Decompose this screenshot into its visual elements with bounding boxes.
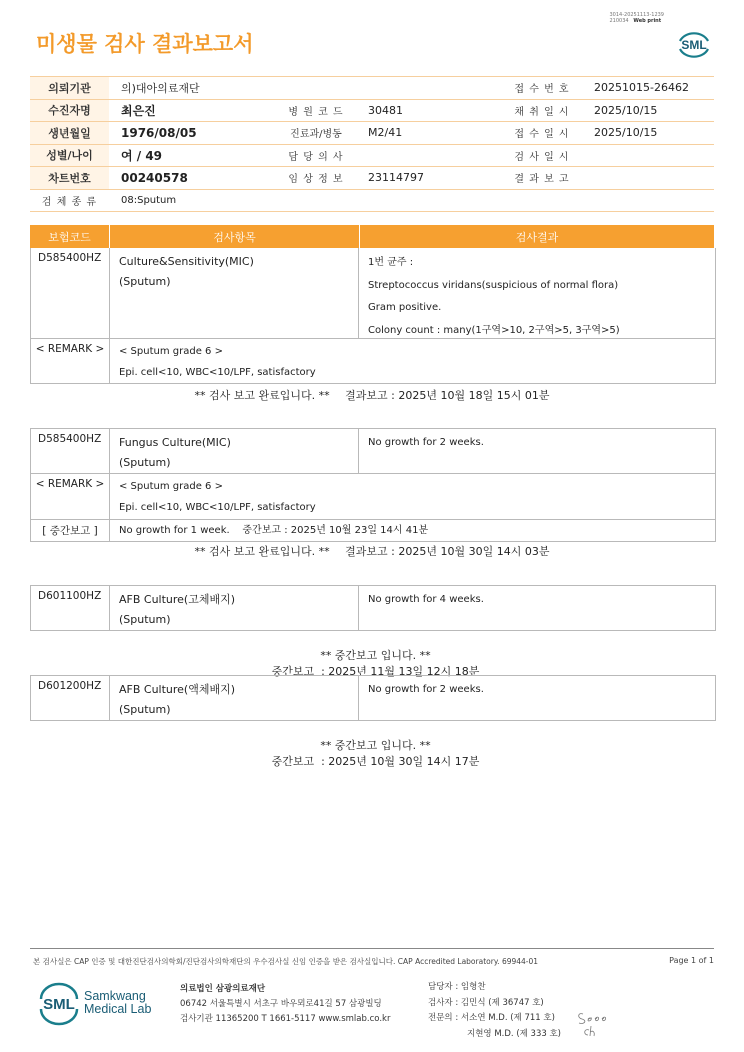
result-line: Colony count : many(1구역>10, 2구역>5, 3구역>5): [368, 324, 620, 336]
header-item: 검사항목: [110, 225, 360, 248]
info-row: [30, 99, 714, 122]
remark-line: < Sputum grade 6 >: [119, 346, 223, 357]
info-label: 성별/나이: [30, 144, 109, 167]
info-value: 2025/10/15: [582, 122, 714, 145]
print-stamp: [609, 12, 664, 24]
info-value: [356, 144, 502, 167]
remark-text: [110, 474, 715, 519]
test-item-specimen: (Sputum): [119, 613, 171, 626]
staff-specialist: 전문의 : 서소연 M.D. (제 711 호): [428, 1013, 555, 1023]
address: 06742 서울특별시 서초구 바우뫼로41길 57 삼광빌딩: [180, 999, 382, 1009]
report-time: 결과보고 : 2025년 10월 30일 14시 03분: [345, 545, 550, 558]
footer-divider: [30, 948, 714, 949]
remark-row: [31, 338, 715, 383]
report-time: 중간보고 : 2025년 11월 13일 12시 18분: [271, 665, 480, 678]
sml-logo-icon: [38, 982, 80, 1026]
logo-name-line2: Medical Lab: [84, 1002, 152, 1016]
remark-label: < REMARK >: [31, 339, 110, 383]
remark-line: < Sputum grade 6 >: [119, 481, 223, 492]
interim-label: [ 중간보고 ]: [31, 520, 110, 541]
info-label: 접 수 번 호: [502, 77, 582, 100]
test-item: [110, 429, 359, 473]
info-label: 진료과/병동: [276, 122, 356, 145]
status-text: ** 중간보고 입니다. **: [320, 649, 431, 662]
insurance-code: D585400HZ: [31, 248, 110, 338]
header-result: 검사결과: [515, 230, 559, 244]
result-row: [31, 586, 715, 630]
test-item-name: AFB Culture(고체배지): [119, 593, 236, 606]
status-text: ** 중간보고 입니다. **: [320, 739, 431, 752]
result-block: [30, 428, 716, 542]
info-value: 20251015-26462: [582, 77, 714, 100]
info-value: 00240578: [109, 167, 276, 190]
info-row: [30, 144, 714, 167]
footer-address: [180, 982, 390, 1027]
test-item: [110, 676, 359, 720]
info-value: [582, 167, 714, 190]
result-block: [30, 248, 716, 384]
info-label: 검 체 종 류: [30, 189, 109, 212]
info-value: 30481: [356, 99, 502, 122]
result-row: [31, 676, 715, 720]
remark-row: [31, 473, 715, 519]
info-value: 2025/10/15: [582, 99, 714, 122]
report-status: [0, 724, 744, 769]
report-status: [0, 387, 744, 403]
report-status: [0, 543, 744, 559]
report-time: 결과보고 : 2025년 10월 18일 15시 01분: [345, 389, 550, 402]
info-value: M2/41: [356, 122, 502, 145]
info-row: [30, 122, 714, 145]
result-line: 1번 균주 :: [368, 257, 414, 268]
result-row: [31, 248, 715, 338]
logo-name-line1: Samkwang: [84, 989, 146, 1003]
result-row: [31, 429, 715, 473]
insurance-code: D601200HZ: [31, 676, 110, 720]
svg-text:SML: SML: [43, 996, 75, 1013]
test-item-specimen: (Sputum): [119, 275, 171, 288]
info-label: 결 과 보 고: [502, 167, 582, 190]
info-label: 채 취 일 시: [502, 99, 582, 122]
result-line: Streptococcus viridans(suspicious of normal flora): [368, 279, 619, 291]
status-text: ** 검사 보고 완료입니다. **: [194, 545, 330, 558]
page-number: Page 1 of 1: [669, 956, 714, 965]
result-line: No growth for 2 weeks.: [368, 437, 484, 448]
info-value: 1976/08/05: [109, 122, 276, 145]
info-value: 여 / 49: [109, 144, 276, 167]
test-result: [359, 429, 715, 473]
signature-icon: [575, 1008, 615, 1040]
info-label: 생년월일: [30, 122, 109, 145]
org-name: 의료법인 삼광의료재단: [180, 984, 266, 994]
result-line: Gram positive.: [368, 302, 442, 313]
patient-info-table: [30, 76, 714, 212]
result-line: No growth for 2 weeks.: [368, 684, 484, 695]
report-title: 미생물 검사 결과보고서: [36, 32, 254, 56]
test-result: [359, 586, 715, 630]
print-stamp-id: 3014-20251113-1239: [609, 12, 664, 18]
test-item-name: Culture&Sensitivity(MIC): [119, 255, 254, 268]
info-label: 임 상 정 보: [276, 167, 356, 190]
staff-specialist: 지현영 M.D. (제 333 호): [467, 1028, 562, 1039]
info-label: 접 수 일 시: [502, 122, 582, 145]
insurance-code: D601100HZ: [31, 586, 110, 630]
info-label: 차트번호: [30, 167, 109, 190]
test-result: [359, 248, 715, 338]
footer-staff: [428, 980, 561, 1042]
info-label: 검 사 일 시: [502, 144, 582, 167]
result-block: [30, 585, 716, 631]
test-item: [110, 248, 359, 338]
info-row: [30, 189, 714, 212]
certification-note: 본 검사실은 CAP 인증 및 대한진단검사의학회/진단검사의학재단의 우수검사실 신임 인증을 받은 검사실입니다. CAP Accredited Laboratory. 69944-01: [33, 957, 539, 966]
test-item-specimen: (Sputum): [119, 703, 171, 716]
result-line: No growth for 4 weeks.: [368, 594, 484, 605]
logo-name: [84, 990, 151, 1016]
test-item-name: Fungus Culture(MIC): [119, 436, 231, 449]
remark-line: Epi. cell<10, WBC<10/LPF, satisfactory: [119, 502, 316, 513]
test-result: [359, 676, 715, 720]
info-value: 23114797: [356, 167, 502, 190]
interim-text: No growth for 1 week. 중간보고 : 2025년 10월 23일 14시 41분: [119, 525, 429, 536]
svg-text:SML: SML: [681, 38, 707, 52]
staff-manager: 담당자 : 임형찬: [428, 982, 486, 992]
result-table-header: [30, 225, 714, 248]
interim-row: [31, 519, 715, 541]
info-value: 의)대아의료재단: [109, 77, 502, 100]
info-value: 08:Sputum: [109, 189, 714, 212]
samkwang-logo: [38, 982, 168, 1026]
info-label: 병 원 코 드: [276, 99, 356, 122]
remark-line: Epi. cell<10, WBC<10/LPF, satisfactory: [119, 367, 316, 378]
sml-logo-icon: [674, 28, 714, 62]
info-row: [30, 167, 714, 190]
print-stamp-line2: 210034 Web print: [609, 18, 662, 24]
test-item: [110, 586, 359, 630]
remark-label: < REMARK >: [31, 474, 110, 519]
staff-tester: 검사자 : 김민식 (제 36747 호): [428, 997, 544, 1008]
remark-text: [110, 339, 715, 383]
info-row: [30, 77, 714, 100]
header-code: 보험코드: [30, 225, 110, 248]
info-label: 의뢰기관: [30, 77, 109, 100]
result-block: [30, 675, 716, 721]
test-item-specimen: (Sputum): [119, 456, 171, 469]
test-item-name: AFB Culture(액체배지): [119, 683, 236, 696]
report-time: 중간보고 : 2025년 10월 30일 14시 17분: [271, 755, 480, 768]
contact: 검사기관 11365200 T 1661-5117 www.smlab.co.kr: [180, 1014, 391, 1024]
insurance-code: D585400HZ: [31, 429, 110, 473]
info-value: 최은진: [109, 99, 276, 122]
status-text: ** 검사 보고 완료입니다. **: [194, 389, 330, 402]
report-status: [0, 634, 744, 679]
info-label: 담 당 의 사: [276, 144, 356, 167]
info-label: 수진자명: [30, 99, 109, 122]
info-value: [582, 144, 714, 167]
